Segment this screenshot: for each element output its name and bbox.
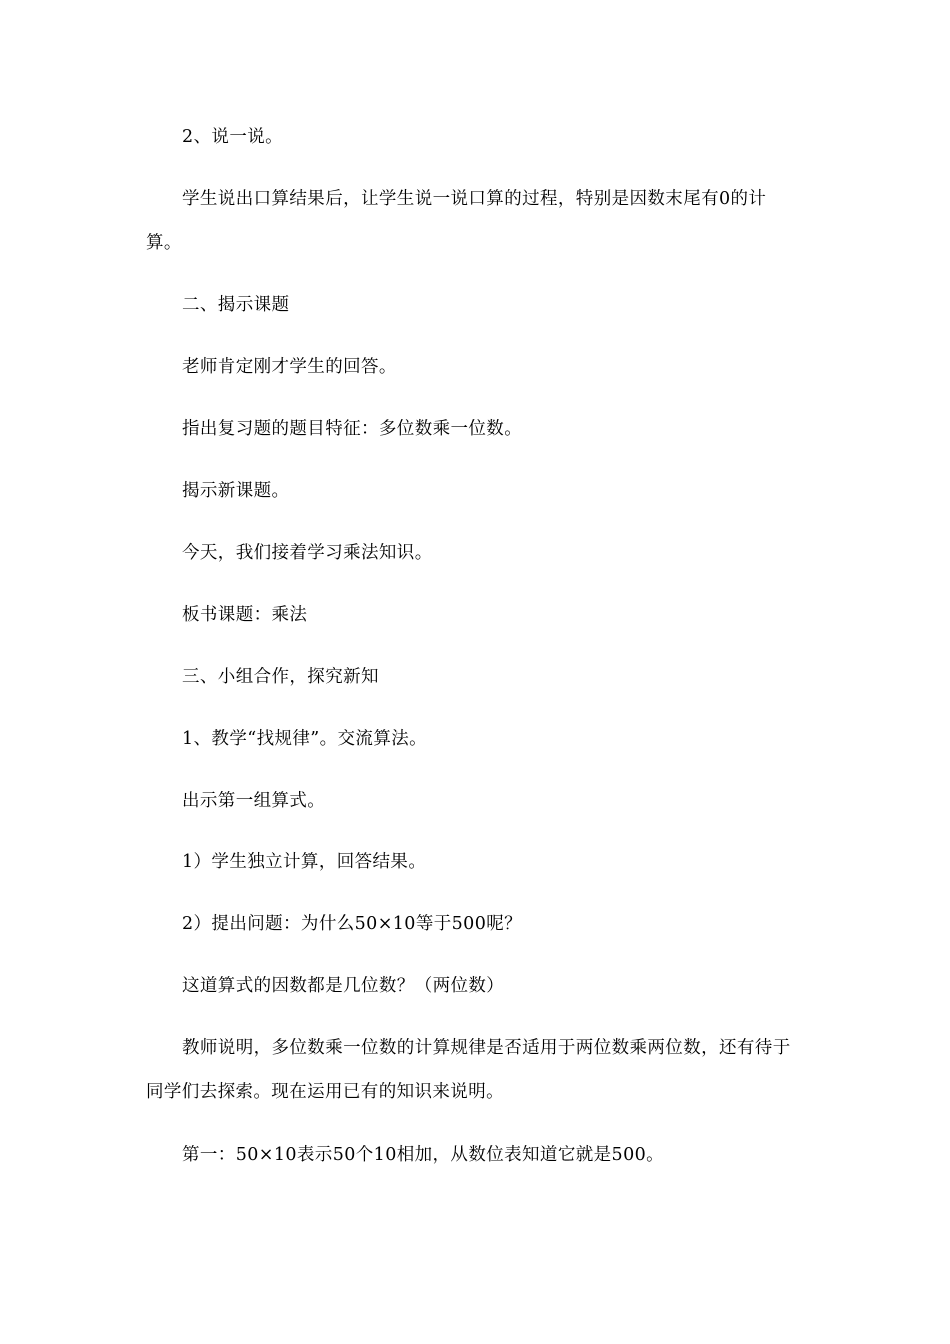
paragraph-1: 2、说一说。 <box>182 127 284 147</box>
section-heading-3: 三、小组合作，探究新知 <box>182 667 379 687</box>
paragraph-6: 今天，我们接着学习乘法知识。 <box>182 543 433 563</box>
paragraph-2: 学生说出口算结果后，让学生说一说口算的过程，特别是因数末尾有0的计算。 <box>146 189 767 253</box>
paragraph-11: 2）提出问题：为什么50×10等于500呢？ <box>182 914 523 934</box>
paragraph-4: 指出复习题的题目特征：多位数乘一位数。 <box>182 419 523 439</box>
paragraph-3: 老师肯定刚才学生的回答。 <box>182 357 397 377</box>
paragraph-7: 板书课题：乘法 <box>182 605 308 625</box>
paragraph-8: 1、教学“找规律”。交流算法。 <box>182 729 428 749</box>
paragraph-10: 1）学生独立计算，回答结果。 <box>182 852 427 872</box>
paragraph-9: 出示第一组算式。 <box>182 791 326 811</box>
paragraph-14: 第一：50×10表示50个10相加，从数位表知道它就是500。 <box>182 1145 665 1165</box>
paragraph-5: 揭示新课题。 <box>182 481 290 501</box>
paragraph-13: 教师说明，多位数乘一位数的计算规律是否适用于两位数乘两位数，还有待于同学们去探索。现在运用已有的知识来说明。 <box>146 1038 791 1102</box>
section-heading-2: 二、揭示课题 <box>182 295 290 315</box>
paragraph-12: 这道算式的因数都是几位数？（两位数） <box>182 976 505 996</box>
